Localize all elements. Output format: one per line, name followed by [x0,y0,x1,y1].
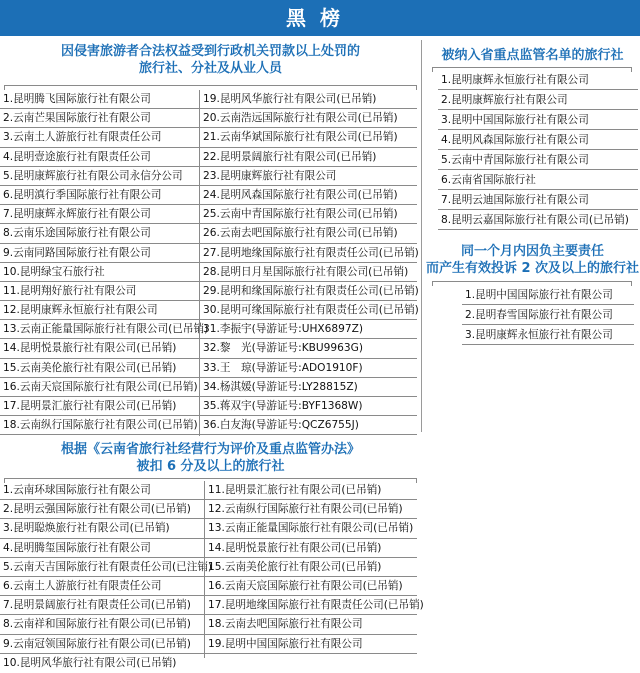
list-item: 1.昆明康辉永恒旅行社有限公司 [438,70,638,90]
list-item: 1.昆明中国国际旅行社有限公司 [462,285,634,305]
section1-heading-line1: 因侵害旅游者合法权益受到行政机关罚款以上处罚的 [60,44,360,59]
list-item: 33.王 琼(导游证号:ADO1910F) [200,359,417,378]
list-item: 21.云南华斌国际旅行社有限公司(已吊销) [200,128,417,147]
list-item: 15.云南美伦旅行社有限公司(已吊销) [0,359,199,378]
list-item: 20.云南浩远国际旅行社有限公司(已吊销) [200,109,417,128]
list-item: 17.昆明景汇旅行社有限公司(已吊销) [0,397,199,416]
list-item: 4.昆明风森国际旅行社有限公司 [438,130,638,150]
list-item: 3.云南土人游旅行社有限责任公司 [0,128,199,147]
section1-list [0,90,421,436]
list-item: 8.云南乐途国际旅行社有限公司 [0,224,199,243]
list-item: 36.白友海(导游证号:QCZ6755J) [200,416,417,435]
list-item: 6.昆明滇行季国际旅行社有限公司 [0,186,199,205]
list-item: 18.云南纵行国际旅行社有限公司(已吊销) [0,416,199,435]
list-item: 25.云南中青国际旅行社有限公司(已吊销) [200,205,417,224]
list-item: 11.昆明翔好旅行社有限公司 [0,282,199,301]
section1-right-column [200,90,417,435]
list-item: 2.昆明云强国际旅行社有限公司(已吊销) [0,500,204,519]
list-item: 15.云南美伦旅行社有限公司(已吊销) [205,558,417,577]
list-item: 24.昆明风森国际旅行社有限公司(已吊销) [200,186,417,205]
list-item: 26.云南去吧国际旅行社有限公司(已吊销) [200,224,417,243]
section2-left-column [0,481,213,673]
list-item: 13.云南正能量国际旅行社有限公司(已吊销) [0,320,199,339]
list-item: 29.昆明和缘国际旅行社有限责任公司(已吊销) [200,282,417,301]
list-item: 2.云南芒果国际旅行社有限公司 [0,109,199,128]
section4-bracket [432,281,632,282]
list-item: 12.昆明康辉永恒旅行社有限公司 [0,301,199,320]
list-item: 10.昆明风华旅行社有限公司(已吊销) [3,656,177,669]
list-item: 8.云南祥和国际旅行社有限公司(已吊销) [0,615,204,634]
list-item: 3.昆明聪焕旅行社有限公司(已吊销) [0,519,204,538]
list-item: 16.云南天宸国际旅行社有限公司(已吊销) [205,577,417,596]
section1-heading-line2: 旅行社、分社及从业人员 [138,61,282,76]
list-item: 12.云南纵行国际旅行社有限公司(已吊销) [205,500,417,519]
section3-heading [425,47,640,64]
list-item: 11.昆明景汇旅行社有限公司(已吊销) [205,481,417,500]
section4-heading-line1: 同一个月内因负主要责任 [460,244,604,259]
section4-bracket-tick-left [432,281,433,286]
section3-bracket [432,67,632,68]
list-item: 19.昆明中国国际旅行社有限公司 [205,635,417,654]
list-item: 4.昆明壹途旅行社有限责任公司 [0,148,199,167]
list-item: 5.云南中青国际旅行社有限公司 [438,150,638,170]
list-item: 23.昆明康辉旅行社有限公司 [200,167,417,186]
list-item: 31.李振宇(导游证号:UHX6897Z) [200,320,417,339]
list-item: 18.云南去吧国际旅行社有限公司 [205,615,417,634]
list-item: 4.昆明腾玺国际旅行社有限公司 [0,539,204,558]
section4-list [462,285,634,345]
section4-heading-line2: 而产生有效投诉 2 次及以上的旅行社 [425,261,640,276]
list-item: 3.昆明中国国际旅行社有限公司 [438,110,638,130]
list-item: 10.昆明绿宝石旅行社 [0,263,199,282]
section1-left-column [0,90,209,435]
section3-list [438,70,638,230]
list-item: 7.昆明康辉永辉旅行社有限公司 [0,205,199,224]
section4-heading [425,243,640,277]
list-item: 8.昆明云嘉国际旅行社有限公司(已吊销) [438,210,638,230]
list-item: 35.蒋双宇(导游证号:BYF1368W) [200,397,417,416]
section2-heading [0,441,421,475]
list-item: 5.昆明康辉旅行社有限公司永信分公司 [0,167,199,186]
list-item: 34.杨淇媛(导游证号:LY28815Z) [200,378,417,397]
list-item: 14.昆明悦景旅行社有限公司(已吊销) [0,339,199,358]
list-item: 1.云南环球国际旅行社有限公司 [0,481,204,500]
list-item: 27.昆明地缘国际旅行社有限责任公司(已吊销) [200,244,417,263]
list-item: 32.黎 光(导游证号:KBU9963G) [200,339,417,358]
section1-heading [0,43,421,77]
list-item: 30.昆明可缘国际旅行社有限责任公司(已吊销) [200,301,417,320]
list-item: 2.昆明康辉旅行社有限公司 [438,90,638,110]
list-item: 19.昆明风华旅行社有限公司(已吊销) [200,90,417,109]
list-item: 9.云南同路国际旅行社有限公司 [0,244,199,263]
list-item: 9.云南冠领国际旅行社有限公司(已吊销) [0,635,204,654]
section2-bracket [4,478,417,479]
section3-heading-text: 被纳入省重点监管名单的旅行社 [441,48,624,63]
section3-bracket-tick-left [432,67,433,72]
section2-list [0,481,424,669]
list-item: 7.昆明云迪国际旅行社有限公司 [438,190,638,210]
list-item: 14.昆明悦景旅行社有限公司(已吊销) [205,539,417,558]
list-item: 5.云南天吉国际旅行社有限责任公司(已注销) [0,558,204,577]
list-item: 7.昆明景阔旅行社有限责任公司(已吊销) [0,596,204,615]
list-item: 6.云南省国际旅行社 [438,170,638,190]
section2-heading-line2: 被扣 6 分及以上的旅行社 [136,459,285,474]
list-item: 1.昆明腾飞国际旅行社有限公司 [0,90,199,109]
section2-right-column [205,481,424,654]
page-banner [0,0,640,36]
section1-bracket [4,85,417,86]
list-item: 2.昆明春雪国际旅行社有限公司 [462,305,634,325]
list-item: 6.云南土人游旅行社有限责任公司 [0,577,204,596]
banner-title: 黑榜 [286,6,354,30]
list-item: 22.昆明景阔旅行社有限公司(已吊销) [200,148,417,167]
list-item: 3.昆明康辉永恒旅行社有限公司 [462,325,634,345]
list-item: 28.昆明日月星国际旅行社有限公司(已吊销) [200,263,417,282]
column-divider [421,40,422,432]
section2-heading-line1: 根据《云南省旅行社经营行为评价及重点监管办法》 [60,442,360,457]
list-item: 17.昆明地缘国际旅行社有限责任公司(已吊销) [205,596,417,615]
list-item: 16.云南天宸国际旅行社有限公司(已吊销) [0,378,199,397]
list-item: 13.云南正能量国际旅行社有限公司(已吊销) [205,519,417,538]
